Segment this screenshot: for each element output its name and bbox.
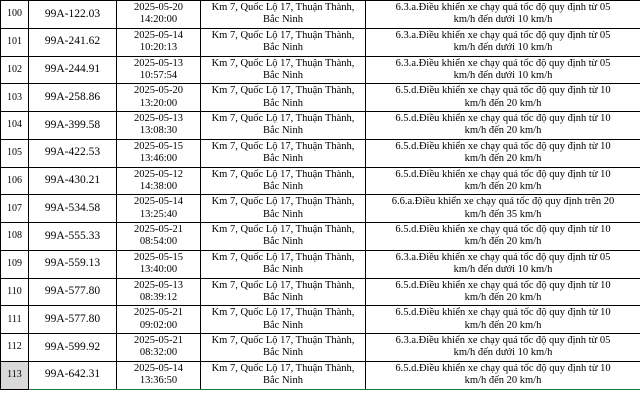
violation-description	[366, 306, 640, 334]
violation-line-2: km/h đến 20 km/h	[464, 375, 542, 387]
location-line-1: Km 7, Quốc Lộ 17, Thuận Thành,	[211, 29, 355, 41]
location-line-2: Bắc Ninh	[263, 153, 303, 165]
violation-datetime	[117, 28, 201, 56]
violation-line-1: 6.5.d.Điều khiển xe chạy quá tốc độ quy định từ 10	[395, 224, 611, 235]
violation-time: 10:57:54	[139, 69, 178, 81]
violation-line-2: km/h đến 20 km/h	[464, 319, 542, 331]
violation-line-1: 6.5.d.Điều khiển xe chạy quá tốc độ quy định từ 10	[395, 113, 611, 124]
violation-datetime	[117, 84, 201, 112]
violation-line-1: 6.5.d.Điều khiển xe chạy quá tốc độ quy định từ 10	[395, 85, 611, 97]
row-index: 100	[1, 1, 29, 29]
location-line-1: Km 7, Quốc Lộ 17, Thuận Thành,	[211, 85, 355, 97]
table-row[interactable]	[1, 223, 640, 251]
violation-time: 09:02:00	[139, 319, 178, 331]
violation-line-2: km/h đến dưới 10 km/h	[453, 42, 553, 54]
table-row[interactable]	[1, 334, 640, 362]
location-line-1: Km 7, Quốc Lộ 17, Thuận Thành,	[211, 307, 355, 319]
violation-line-2: km/h đến dưới 10 km/h	[453, 264, 553, 276]
location-line-2: Bắc Ninh	[263, 291, 303, 303]
row-index: 102	[1, 56, 29, 84]
row-index: 113	[1, 361, 29, 389]
violation-time: 13:20:00	[139, 97, 178, 109]
violation-time: 13:08:30	[139, 125, 178, 137]
violation-description	[366, 223, 640, 251]
violation-line-2: km/h đến dưới 10 km/h	[453, 14, 553, 26]
violation-description	[366, 250, 640, 278]
violation-location	[201, 306, 366, 334]
violation-time: 08:39:12	[139, 291, 178, 303]
violation-location	[201, 56, 366, 84]
violation-date: 2025-05-21	[134, 307, 183, 319]
location-line-2: Bắc Ninh	[263, 236, 303, 248]
violation-date: 2025-05-12	[134, 168, 183, 180]
violation-date: 2025-05-20	[134, 2, 183, 13]
violation-line-1: 6.3.a.Điều khiển xe chạy quá tốc độ quy định từ 05	[395, 251, 611, 263]
license-plate: 99A-599.92	[29, 334, 117, 362]
row-index: 110	[1, 278, 29, 306]
location-line-1: Km 7, Quốc Lộ 17, Thuận Thành,	[211, 196, 355, 208]
location-line-1: Km 7, Quốc Lộ 17, Thuận Thành,	[211, 362, 355, 374]
violation-line-2: km/h đến dưới 10 km/h	[453, 69, 553, 81]
row-index: 105	[1, 139, 29, 167]
violation-line-1: 6.5.d.Điều khiển xe chạy quá tốc độ quy định từ 10	[395, 279, 611, 291]
violation-location	[201, 28, 366, 56]
location-line-1: Km 7, Quốc Lộ 17, Thuận Thành,	[211, 2, 355, 13]
license-plate: 99A-577.80	[29, 306, 117, 334]
location-line-2: Bắc Ninh	[263, 97, 303, 109]
violation-line-2: km/h đến dưới 10 km/h	[453, 347, 553, 359]
violation-line-2: km/h đến 20 km/h	[464, 97, 542, 109]
location-line-2: Bắc Ninh	[263, 264, 303, 276]
location-line-2: Bắc Ninh	[263, 208, 303, 220]
location-line-1: Km 7, Quốc Lộ 17, Thuận Thành,	[211, 140, 355, 152]
violation-date: 2025-05-13	[134, 57, 183, 69]
license-plate: 99A-642.31	[29, 361, 117, 389]
table-row[interactable]	[1, 195, 640, 223]
row-index: 106	[1, 167, 29, 195]
violation-datetime	[117, 1, 201, 29]
license-plate: 99A-430.21	[29, 167, 117, 195]
violation-date: 2025-05-21	[134, 335, 183, 346]
violation-date: 2025-05-21	[134, 224, 183, 235]
license-plate: 99A-258.86	[29, 84, 117, 112]
license-plate: 99A-555.33	[29, 223, 117, 251]
violation-line-1: 6.5.d.Điều khiển xe chạy quá tốc độ quy định từ 10	[395, 168, 611, 180]
violation-line-2: km/h đến 35 km/h	[464, 208, 542, 220]
license-plate: 99A-534.58	[29, 195, 117, 223]
row-index: 103	[1, 84, 29, 112]
location-line-2: Bắc Ninh	[263, 180, 303, 192]
violation-datetime	[117, 56, 201, 84]
row-index: 108	[1, 223, 29, 251]
violation-datetime	[117, 306, 201, 334]
license-plate: 99A-559.13	[29, 250, 117, 278]
violation-description	[366, 1, 640, 29]
location-line-2: Bắc Ninh	[263, 42, 303, 54]
violation-line-2: km/h đến 20 km/h	[464, 291, 542, 303]
license-plate: 99A-399.58	[29, 112, 117, 140]
license-plate: 99A-577.80	[29, 278, 117, 306]
violation-time: 14:20:00	[139, 14, 178, 26]
row-index: 111	[1, 306, 29, 334]
violation-date: 2025-05-15	[134, 251, 183, 263]
table-row[interactable]	[1, 278, 640, 306]
violation-time: 08:32:00	[139, 347, 178, 359]
violation-datetime	[117, 361, 201, 389]
violation-datetime	[117, 334, 201, 362]
row-index: 112	[1, 334, 29, 362]
violation-description	[366, 361, 640, 389]
table-row[interactable]	[1, 28, 640, 56]
table-row[interactable]	[1, 361, 640, 389]
violation-line-2: km/h đến 20 km/h	[464, 180, 542, 192]
violation-location	[201, 167, 366, 195]
violation-datetime	[117, 250, 201, 278]
violation-time: 10:20:13	[139, 42, 178, 54]
row-index: 104	[1, 112, 29, 140]
violation-time: 08:54:00	[139, 236, 178, 248]
table-row[interactable]	[1, 306, 640, 334]
violation-location	[201, 195, 366, 223]
license-plate: 99A-244.91	[29, 56, 117, 84]
violation-datetime	[117, 195, 201, 223]
table-row[interactable]	[1, 1, 640, 29]
violation-time: 14:38:00	[139, 180, 178, 192]
violation-location	[201, 361, 366, 389]
table-row[interactable]	[1, 167, 640, 195]
violation-location	[201, 223, 366, 251]
location-line-1: Km 7, Quốc Lộ 17, Thuận Thành,	[211, 224, 355, 235]
location-line-1: Km 7, Quốc Lộ 17, Thuận Thành,	[211, 57, 355, 69]
violation-datetime	[117, 278, 201, 306]
license-plate: 99A-241.62	[29, 28, 117, 56]
violation-time: 13:36:50	[139, 375, 178, 387]
violation-description	[366, 167, 640, 195]
violation-datetime	[117, 167, 201, 195]
violation-line-1: 6.3.a.Điều khiển xe chạy quá tốc độ quy định từ 05	[395, 335, 611, 346]
violation-time: 13:46:00	[139, 153, 178, 165]
violation-date: 2025-05-14	[134, 196, 183, 208]
violation-description	[366, 84, 640, 112]
violation-location	[201, 334, 366, 362]
violation-description	[366, 195, 640, 223]
location-line-2: Bắc Ninh	[263, 14, 303, 26]
violation-time: 13:25:40	[139, 208, 178, 220]
table-row[interactable]	[1, 56, 640, 84]
violation-time: 13:40:00	[139, 264, 178, 276]
row-index: 109	[1, 250, 29, 278]
table-row[interactable]	[1, 250, 640, 278]
violation-date: 2025-05-15	[134, 140, 183, 152]
location-line-1: Km 7, Quốc Lộ 17, Thuận Thành,	[211, 113, 355, 124]
location-line-1: Km 7, Quốc Lộ 17, Thuận Thành,	[211, 279, 355, 291]
location-line-2: Bắc Ninh	[263, 375, 303, 387]
license-plate: 99A-122.03	[29, 1, 117, 29]
violation-line-1: 6.5.d.Điều khiển xe chạy quá tốc độ quy định từ 10	[395, 307, 611, 319]
location-line-2: Bắc Ninh	[263, 319, 303, 331]
table-row[interactable]	[1, 84, 640, 112]
violation-datetime	[117, 112, 201, 140]
violation-datetime	[117, 223, 201, 251]
violation-line-1: 6.3.a.Điều khiển xe chạy quá tốc độ quy định từ 05	[395, 57, 611, 69]
violation-date: 2025-05-13	[134, 113, 183, 124]
violation-description	[366, 278, 640, 306]
violation-line-1: 6.5.d.Điều khiển xe chạy quá tốc độ quy định từ 10	[395, 140, 611, 152]
location-line-1: Km 7, Quốc Lộ 17, Thuận Thành,	[211, 335, 355, 346]
table-row[interactable]	[1, 112, 640, 140]
location-line-2: Bắc Ninh	[263, 69, 303, 81]
violation-line-1: 6.6.a.Điều khiển xe chạy quá tốc độ quy định trên 20	[391, 196, 615, 208]
violation-location	[201, 139, 366, 167]
location-line-1: Km 7, Quốc Lộ 17, Thuận Thành,	[211, 168, 355, 180]
violation-location	[201, 84, 366, 112]
row-index: 101	[1, 28, 29, 56]
violation-line-2: km/h đến 20 km/h	[464, 236, 542, 248]
violation-location	[201, 1, 366, 29]
violation-description	[366, 56, 640, 84]
location-line-2: Bắc Ninh	[263, 125, 303, 137]
violation-location	[201, 112, 366, 140]
row-index: 107	[1, 195, 29, 223]
table-row[interactable]	[1, 139, 640, 167]
violation-line-2: km/h đến 20 km/h	[464, 153, 542, 165]
location-line-2: Bắc Ninh	[263, 347, 303, 359]
violation-date: 2025-05-14	[134, 29, 183, 41]
violations-table-body	[1, 1, 640, 390]
violation-location	[201, 278, 366, 306]
location-line-1: Km 7, Quốc Lộ 17, Thuận Thành,	[211, 251, 355, 263]
violation-line-1: 6.3.a.Điều khiển xe chạy quá tốc độ quy định từ 05	[395, 29, 611, 41]
violation-datetime	[117, 139, 201, 167]
violation-date: 2025-05-13	[134, 279, 183, 291]
violation-line-2: km/h đến 20 km/h	[464, 125, 542, 137]
violation-description	[366, 112, 640, 140]
violation-line-1: 6.5.d.Điều khiển xe chạy quá tốc độ quy định từ 10	[395, 362, 611, 374]
violation-description	[366, 28, 640, 56]
violation-location	[201, 250, 366, 278]
violation-line-1: 6.3.a.Điều khiển xe chạy quá tốc độ quy định từ 05	[395, 2, 611, 13]
violation-description	[366, 139, 640, 167]
violation-date: 2025-05-14	[134, 362, 183, 374]
violation-date: 2025-05-20	[134, 85, 183, 97]
license-plate: 99A-422.53	[29, 139, 117, 167]
violation-description	[366, 334, 640, 362]
